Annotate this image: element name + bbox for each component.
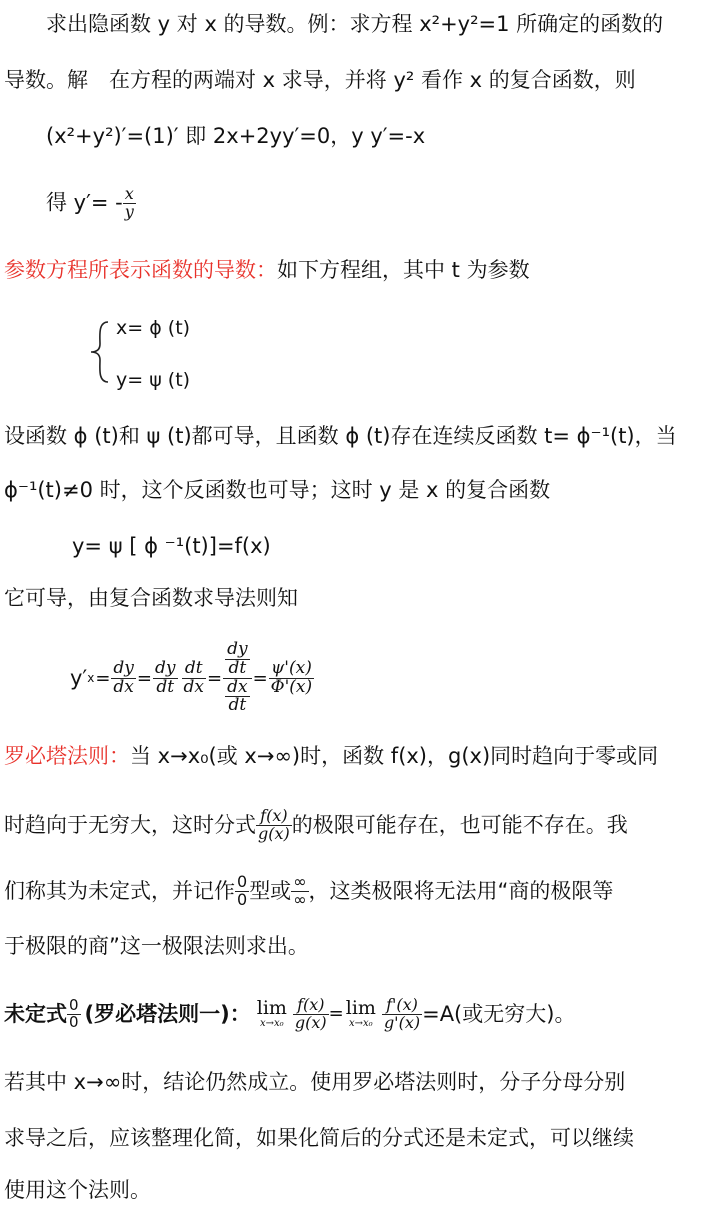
lhopital-line-1: 罗必塔法则：当 x→x₀(或 x→∞)时，函数 f(x)，g(x)同时趋向于零或同 <box>4 744 659 768</box>
dy-over-dx: $\frac{dy}{dx}$ <box>113 657 134 697</box>
rule-name: (罗必塔法则一)： <box>84 1002 251 1026</box>
compound-denominator: $\frac{dx}{dt}$ <box>227 676 248 716</box>
conclusion-line-3: 使用这个法则。 <box>4 1178 151 1202</box>
dt-over-dx: $\frac{dt}{dx}$ <box>183 657 204 697</box>
compound-fraction <box>223 638 252 716</box>
fprime-over-gprime: $\frac{f'(x)}{g'(x)}$ <box>383 994 421 1032</box>
psi-over-phi: $\frac{\psi'(x)}{\Phi'(x)}$ <box>270 657 313 697</box>
lim-operator: lim x→x₀ <box>256 996 287 1029</box>
conclusion-line-1: 若其中 x→∞时，结论仍然成立。使用罗必塔法则时，分子分母分别 <box>4 1070 626 1094</box>
implicit-result-prefix: 得 y′= - <box>46 190 123 215</box>
fraction-numerator: x <box>123 186 136 204</box>
rule-zero-over-zero: 0 0 <box>69 995 79 1031</box>
param-composite: y= ψ [ ϕ ⁻¹(t)]=f(x) <box>72 534 271 558</box>
lhopital-line-3: 们称其为未定式，并记作 0 0 型或 ∞ ∞ ，这类极限将无法用“商的极限等 <box>4 872 614 909</box>
param-equation-x: x= ϕ (t) <box>116 317 191 339</box>
compound-numerator: $\frac{dy}{dt}$ <box>223 641 252 679</box>
implicit-line-4 <box>46 186 136 221</box>
f-over-g-fraction: f(x) g(x) <box>258 806 290 843</box>
param-equation-y: y= ψ (t) <box>116 369 191 391</box>
dy-over-dt: $\frac{dy}{dt}$ <box>155 657 176 697</box>
param-intro: 如下方程组，其中 t 为参数 <box>277 258 530 282</box>
x-over-y-fraction <box>123 186 136 221</box>
equals-sign: = <box>252 667 268 689</box>
lhopital-line-4: 于极限的商”这一极限法则求出。 <box>4 934 309 958</box>
lhopital-line-2: 时趋向于无穷大，这时分式 f(x) g(x) 的极限可能存在，也可能不存在。我 <box>4 806 628 843</box>
equals-sign: = <box>328 1003 344 1024</box>
y-prime: y′ <box>70 666 88 690</box>
equals-sign: = <box>136 667 152 689</box>
lim-operator: lim x→x₀ <box>345 996 376 1029</box>
lhopital-rule-one <box>4 992 575 1036</box>
parametric-derivative-formula: y′ x = $\frac{dy}{dx}$ = $\frac{dy}{dt}$ $\frac{dt}{dx}$ = $\frac{dy}{dt}$ $\frac{dx}{dt}$ = $\frac{\psi'(x)}{\Phi'(x)}$ <box>70 638 313 716</box>
f-over-g: $\frac{f(x)}{g(x)}$ <box>294 994 327 1032</box>
param-heading: 参数方程所表示函数的导数： <box>4 258 277 282</box>
fraction-denominator: y <box>124 201 134 221</box>
rule-label: 未定式 <box>4 1002 67 1026</box>
conclusion-line-2: 求导之后，应该整理化简，如果化简后的分式还是未定式，可以继续 <box>4 1126 634 1150</box>
system-brace <box>88 318 112 386</box>
equals-sign: = <box>206 667 223 689</box>
param-para-4: 它可导，由复合函数求导法则知 <box>4 586 298 610</box>
rule-tail: =A(或无穷大)。 <box>422 1002 576 1026</box>
inf-over-inf: ∞ ∞ <box>293 872 307 909</box>
implicit-line-3: (x²+y²)′=(1)′ 即 2x+2yy′=0，y y′=-x <box>46 124 426 148</box>
zero-over-zero: 0 0 <box>237 872 248 909</box>
param-para-1: 设函数 ϕ (t)和 ψ (t)都可导，且函数 ϕ (t)存在连续反函数 t= ϕ⁻¹(t)，当 <box>4 424 677 448</box>
lhopital-heading: 罗必塔法则： <box>4 744 130 768</box>
equals-sign: = <box>95 667 111 689</box>
implicit-line-2: 导数。解 在方程的两端对 x 求导，并将 y² 看作 x 的复合函数，则 <box>4 68 636 92</box>
param-heading-line <box>4 256 530 284</box>
param-para-2: ϕ⁻¹(t)≠0 时，这个反函数也可导；这时 y 是 x 的复合函数 <box>4 478 551 502</box>
implicit-line-1: 求出隐函数 y 对 x 的导数。例：求方程 x²+y²=1 所确定的函数的 <box>46 12 664 36</box>
